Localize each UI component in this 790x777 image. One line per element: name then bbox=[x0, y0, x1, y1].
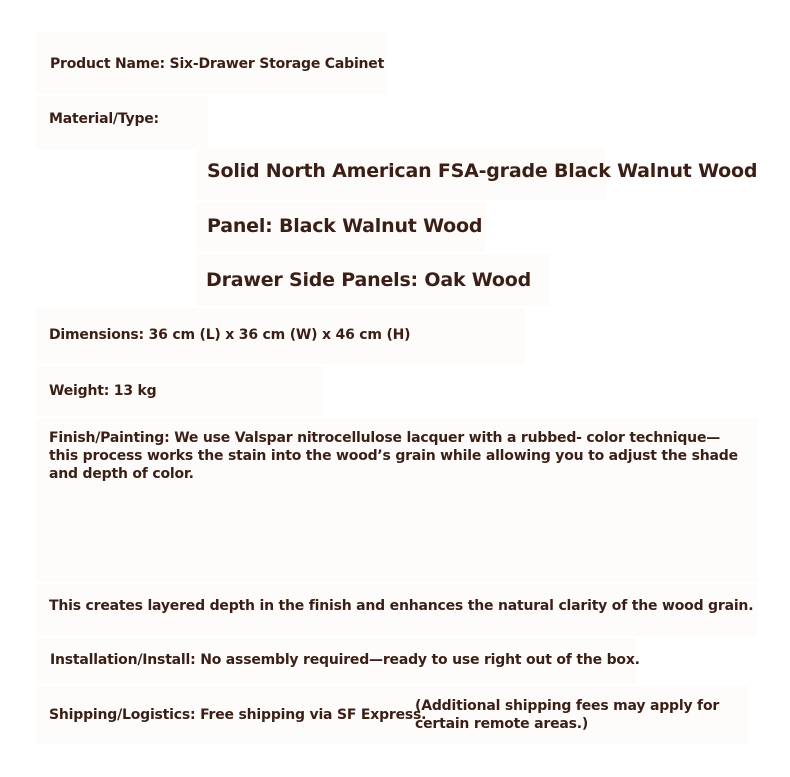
material-label: Material/Type: bbox=[49, 111, 159, 127]
shipping-note: (Additional shipping fees may apply for certain remote areas.) bbox=[415, 698, 720, 732]
finish-effect: This creates layered depth in the finish and enhances the natural clarity of the wood grain. bbox=[49, 598, 754, 614]
weight: Weight: 13 kg bbox=[49, 383, 157, 399]
shipping: Shipping/Logistics: Free shipping via SF Express. bbox=[49, 707, 427, 723]
material-item-drawer-sides: Drawer Side Panels: Oak Wood bbox=[206, 269, 531, 291]
finish-description: Finish/Painting: We use Valspar nitrocellulose lacquer with a rubbed- color technique—this process works the stain into the wood’s grain while allowing you to adjust the shade and depth of color. bbox=[49, 430, 738, 482]
product-name: Product Name: Six-Drawer Storage Cabinet bbox=[50, 56, 385, 72]
material-item-wood: Solid North American FSA-grade Black Walnut Wood bbox=[207, 160, 758, 182]
material-item-panel: Panel: Black Walnut Wood bbox=[207, 215, 483, 237]
dimensions: Dimensions: 36 cm (L) x 36 cm (W) x 46 cm (H) bbox=[49, 327, 411, 343]
installation: Installation/Install: No assembly required—ready to use right out of the box. bbox=[50, 652, 640, 668]
